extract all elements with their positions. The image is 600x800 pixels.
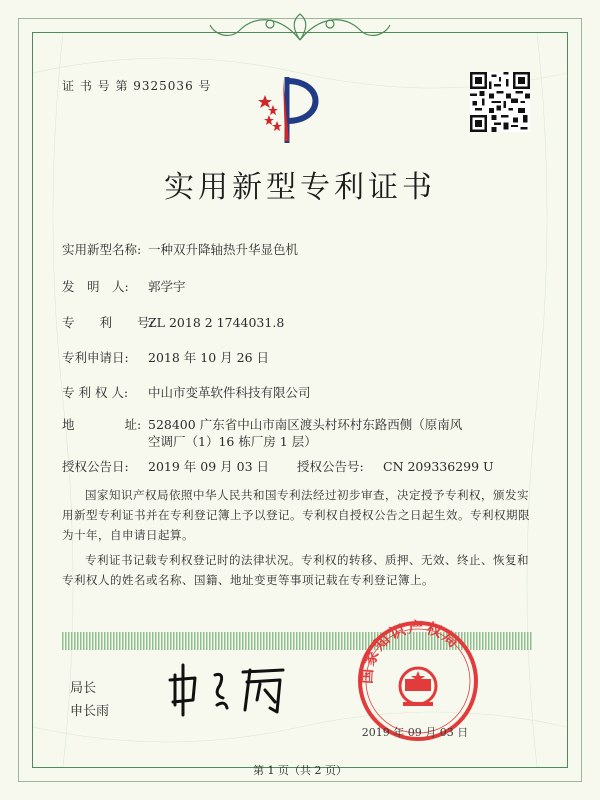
field-address-line2: 空调厂（1）16 栋厂房 1 层） (148, 434, 317, 449)
field-label: 发 明 人: (62, 279, 129, 294)
director-title: 局长 (70, 681, 97, 696)
director-name: 申长雨 (70, 704, 110, 719)
field-label: 专 利 号: (62, 315, 154, 330)
field-publication-number (297, 457, 494, 475)
field-value: 郭学宇 (148, 279, 186, 294)
field-address (62, 415, 462, 433)
field-value: 528400 广东省中山市南区渡头村环村东路西侧（原南风 (148, 417, 463, 432)
field-label: 专 利 权 人: (62, 385, 129, 400)
statement-paragraph-2: 专利证书记载专利权登记时的法律状况。专利权的转移、质押、无效、终止、恢复和专利权人的姓名或名称、国籍、地址变更等事项记载在专利登记簿上。 (62, 553, 529, 587)
qr-code (470, 72, 530, 132)
field-label: 地 址: (62, 417, 142, 432)
field-value: 一种双升降轴热升华显色机 (148, 242, 299, 257)
field-value: 2018 年 10 月 26 日 (148, 350, 269, 365)
field-label: 授权公告日: (62, 459, 129, 474)
seal-date: 2019 年 09 月 03 日 (361, 726, 469, 739)
field-patentee (62, 383, 311, 401)
page-number: 第 1 页（共 2 页） (253, 764, 347, 777)
field-value: 中山市变革软件科技有限公司 (148, 385, 311, 400)
field-publication-date (62, 457, 269, 475)
statement-paragraph-1: 国家知识产权局依照中华人民共和国专利法经过初步审查，决定授予专利权，颁发实用新型专利证书并在专利登记簿上予以登记。专利权自授权公告之日起生效。专利权期限为十年，自申请日起算。 (62, 488, 530, 542)
field-filing-date (62, 348, 269, 366)
field-label: 专利申请日: (62, 350, 129, 365)
certificate-number: 证 书 号 第 9325036 号 (62, 79, 212, 93)
field-value: CN 209336299 U (383, 459, 494, 474)
field-inventor (62, 277, 186, 295)
field-label: 授权公告号: (297, 459, 364, 474)
field-utility-model-name (62, 240, 298, 258)
certificate-title: 实用新型专利证书 (164, 170, 436, 205)
header-ornament (200, 10, 400, 44)
field-label: 实用新型名称: (62, 242, 142, 257)
field-value: ZL 2018 2 1744031.8 (148, 315, 285, 330)
field-patent-number (62, 313, 284, 331)
director-signature (165, 660, 290, 720)
field-value: 2019 年 09 月 03 日 (148, 459, 269, 474)
svg-text:国家知识产权局: 国家知识产权局 (357, 618, 464, 685)
cnipa-logo (255, 75, 325, 145)
